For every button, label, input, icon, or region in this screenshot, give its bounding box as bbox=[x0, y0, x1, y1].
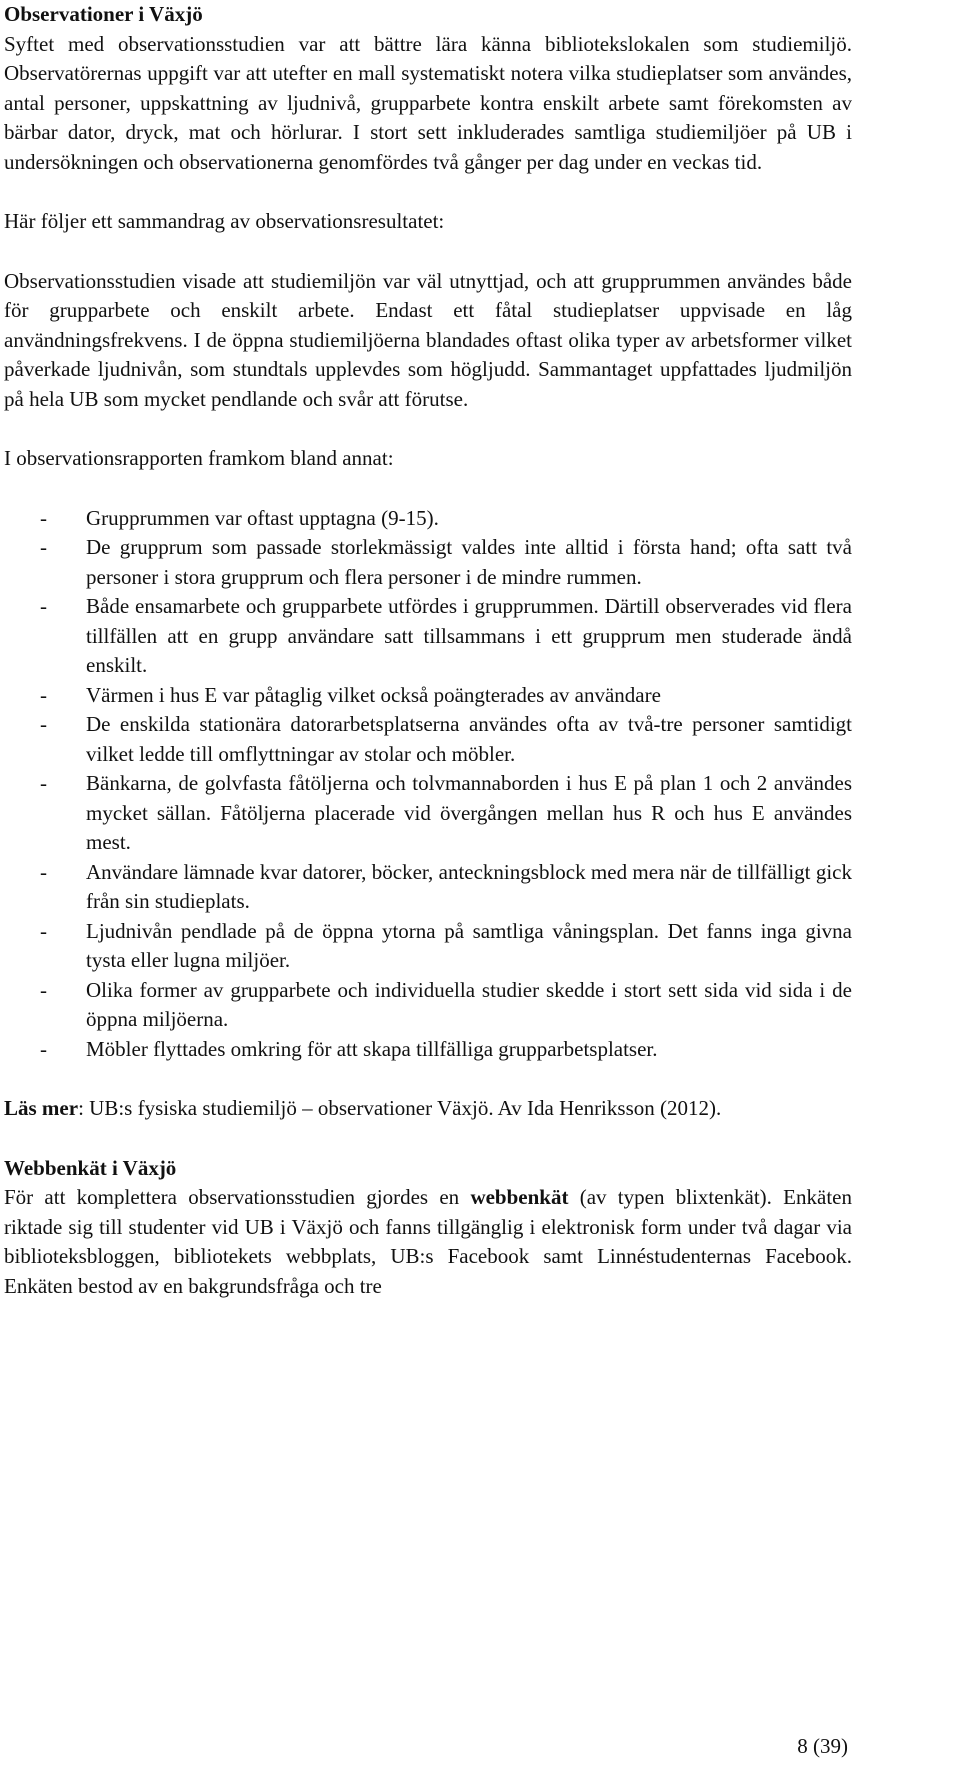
paragraph-las-mer bbox=[4, 1094, 852, 1124]
section-title-webbenkat: Webbenkät i Växjö bbox=[4, 1155, 177, 1180]
paragraph-rapport-intro: I observationsrapporten framkom bland annat: bbox=[4, 446, 394, 470]
list-item: - De enskilda stationära datorarbetsplatserna användes ofta av två-tre personer samtidigt vilket ledde till omflyttningar av stolar och möbler. bbox=[40, 712, 852, 766]
spacer bbox=[4, 414, 852, 444]
dash-bullet: - bbox=[40, 859, 47, 884]
paragraph-sammandrag-intro: Här följer ett sammandrag av observationsresultatet: bbox=[4, 209, 445, 233]
dash-bullet: - bbox=[40, 535, 47, 559]
dash-bullet: - bbox=[40, 771, 47, 795]
dash-bullet: - bbox=[40, 712, 47, 736]
paragraph-resultat: Observationsstudien visade att studiemiljön var väl utnyttjad, och att grupprummen användes både för grupparbete och enskilt arbete. Endast ett fåtal studieplatser uppvisade en låg användningsfrekvens. I de öppna studiemiljöerna blandades oftast olika typer av arbetsformer vilket påverkade ljudnivån, som stundtals upplevdes som högljudd. Sammantaget uppfattades ljudmiljön på hela UB som mycket pendlande och svår att förutse. bbox=[4, 268, 852, 411]
page-number: 8 (39) bbox=[797, 1734, 848, 1758]
list-item: - Möbler flyttades omkring för att skapa tillfälliga grupparbetsplatser. bbox=[4, 1035, 852, 1065]
dash-bullet: - bbox=[40, 505, 47, 530]
spacer bbox=[4, 177, 852, 207]
list-item: - Olika former av grupparbete och individuella studier skedde i stort sett sida vid sida i de öppna miljöerna. bbox=[40, 977, 852, 1031]
list-item: - Ljudnivån pendlade på de öppna ytorna på samtliga våningsplan. Det fanns inga givna tysta eller lugna miljöer. bbox=[40, 918, 852, 972]
section-title-observationer: Observationer i Växjö bbox=[4, 2, 203, 26]
page-content bbox=[4, 0, 852, 1301]
list-item: - De grupprum som passade storlekmässigt valdes inte alltid i första hand; ofta satt två personer i stora grupprum och flera personer i de mindre rummen. bbox=[40, 535, 852, 589]
spacer bbox=[4, 1064, 852, 1094]
spacer bbox=[4, 474, 852, 504]
dash-bullet: - bbox=[40, 682, 47, 707]
observation-list bbox=[4, 504, 852, 1065]
dash-bullet: - bbox=[40, 918, 47, 943]
list-item: - Grupprummen var oftast upptagna (9-15). bbox=[4, 504, 852, 534]
list-item: - Bänkarna, de golvfasta fåtöljerna och tolvmannaborden i hus E på plan 1 och 2 användes mycket sällan. Fåtöljerna placerade vid övergången mellan hus R och hus E användes mest. bbox=[40, 771, 852, 854]
las-mer-label: Läs mer bbox=[4, 1096, 79, 1120]
list-item: - Värmen i hus E var påtaglig vilket också poängterades av användare bbox=[4, 681, 852, 711]
las-mer-reference: : UB:s fysiska studiemiljö – observationer Växjö. Av Ida Henriksson (2012). bbox=[78, 1096, 722, 1120]
paragraph-syfte: Syftet med observationsstudien var att bättre lära känna bibliotekslokalen som studiemiljö. Observatörernas uppgift var att utefter en mall systematiskt notera vilka studieplatser som användes, antal personer, uppskattning av ljudnivå, grupparbete kontra enskilt arbete samt förekomsten av bärbar dator, dryck, mat och hörlurar. I stort sett inkluderades samtliga studiemiljöer på UB i undersökningen och observationerna genomfördes två gånger per dag under en veckas tid. bbox=[4, 31, 852, 174]
list-item: - Både ensamarbete och grupparbete utfördes i grupprummen. Därtill observerades vid flera tillfällen att en grupp användare satt tillsammans i ett grupprum men studerade ändå enskilt. bbox=[40, 594, 852, 677]
paragraph-webbenkat: För att komplettera observationsstudien gjordes en webbenkät (av typen blixtenkät). Enkäten riktade sig till studenter vid UB i Växjö och fanns tillgänglig i elektronisk form under två dagar via biblioteksbloggen, bibliotekets webbplats, UB:s Facebook samt Linnéstudenternas Facebook. Enkäten bestod av en bakgrundsfråga och tre bbox=[4, 1185, 852, 1298]
spacer bbox=[4, 1124, 852, 1154]
spacer bbox=[4, 237, 852, 267]
dash-bullet: - bbox=[40, 1036, 47, 1061]
list-item: - Användare lämnade kvar datorer, böcker, anteckningsblock med mera när de tillfälligt gick från sin studieplats. bbox=[40, 859, 852, 913]
dash-bullet: - bbox=[40, 977, 47, 1002]
dash-bullet: - bbox=[40, 594, 47, 618]
webbenkat-term: webbenkät bbox=[470, 1185, 569, 1209]
